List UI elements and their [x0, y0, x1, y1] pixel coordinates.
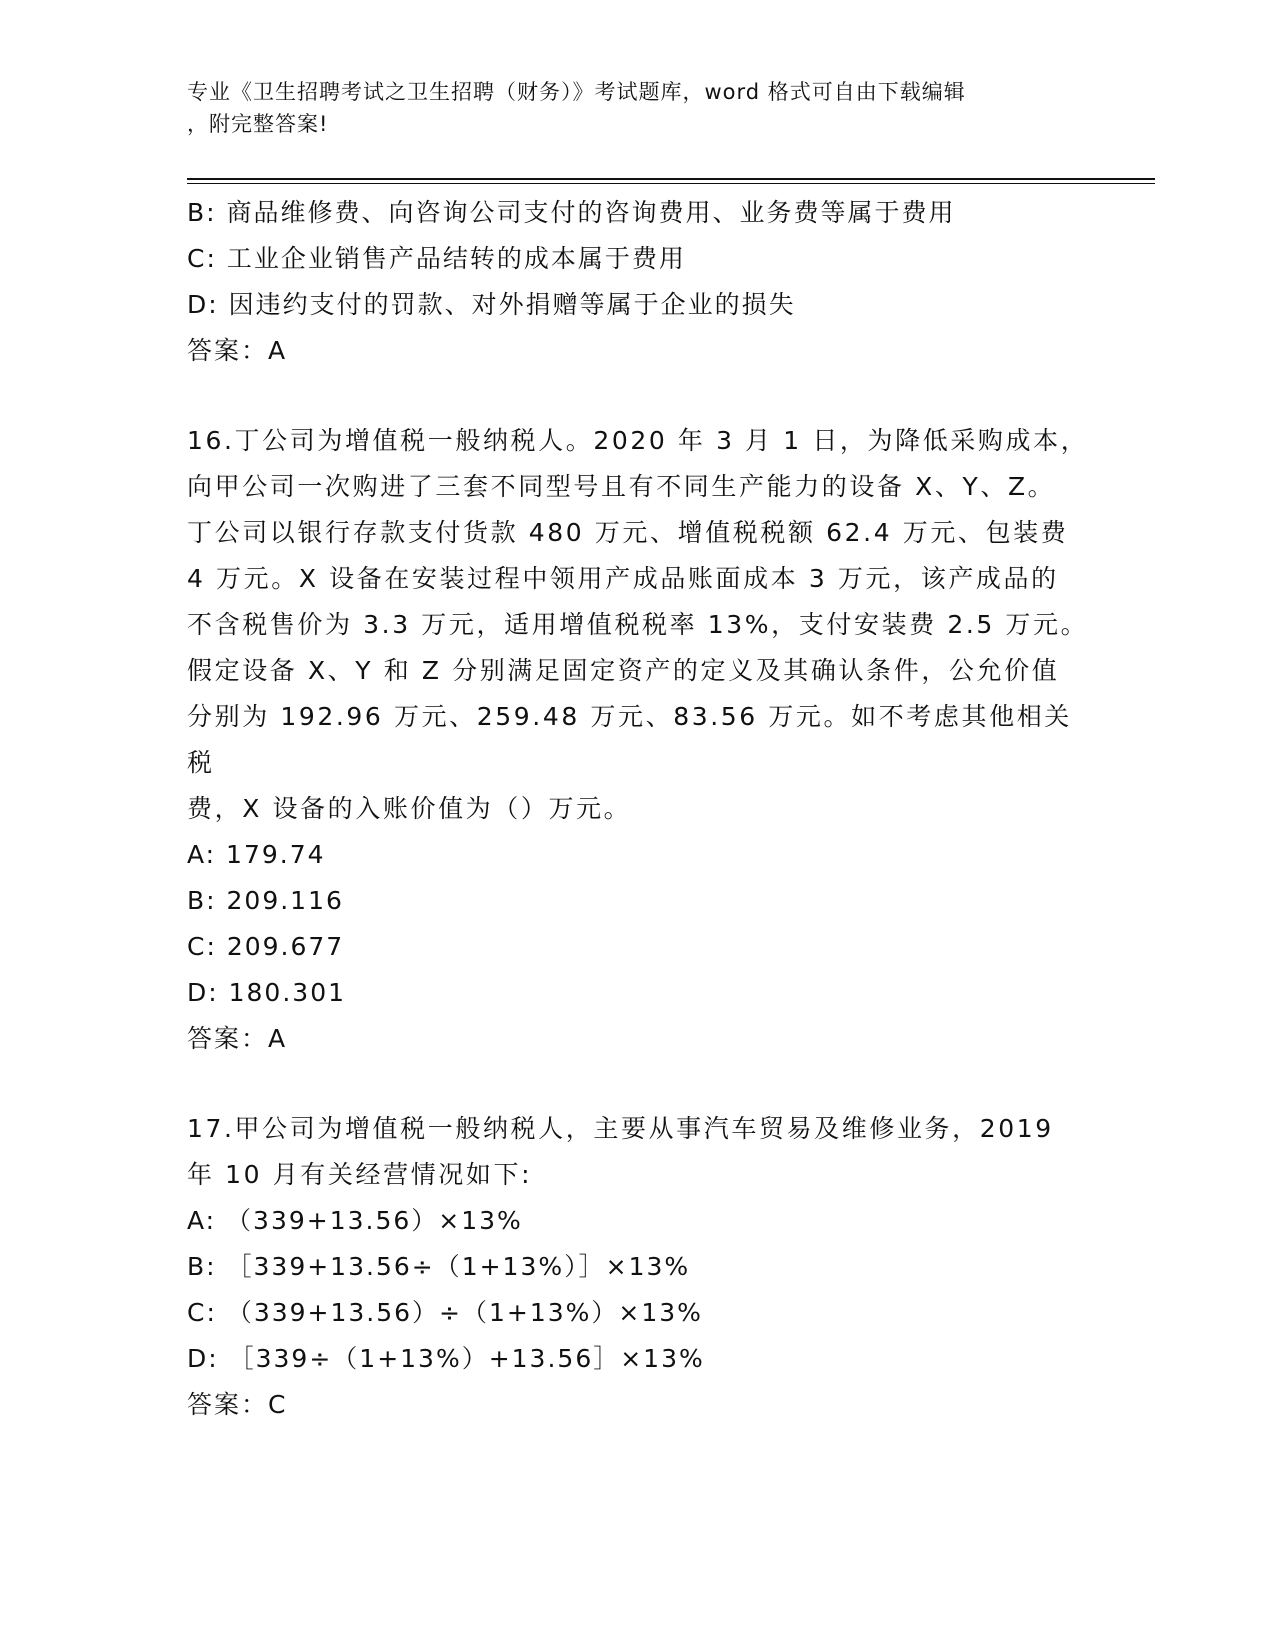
question-stem [187, 1106, 1092, 1198]
option-a: A: （339+13.56）×13% [187, 1206, 523, 1235]
spacer [187, 374, 1087, 418]
option-b: B: ［339+13.56÷（1+13%）］×13% [187, 1252, 691, 1281]
question-16 [187, 418, 1087, 1062]
header-line-2: ，附完整答案! [187, 112, 329, 136]
question-17 [187, 1106, 1087, 1428]
header-divider-thin [187, 183, 1155, 184]
answer-line: 答案：A [187, 1024, 288, 1053]
stem-line: 向甲公司一次购进了三套不同型号且有不同生产能力的设备 X、Y、Z。 [187, 472, 1056, 501]
option-a: A: 179.74 [187, 840, 326, 869]
option-c: C: （339+13.56）÷（1+13%）×13% [187, 1298, 703, 1327]
page-header [187, 76, 1087, 140]
stem-line: 分别为 192.96 万元、259.48 万元、83.56 万元。如不考虑其他相关税 [187, 702, 1072, 777]
stem-line: 不含税售价为 3.3 万元，适用增值税税率 13%，支付安装费 2.5 万元。 [187, 610, 1089, 639]
option-c: C: 209.677 [187, 932, 345, 961]
stem-line: 丁公司以银行存款支付货款 480 万元、增值税税额 62.4 万元、包装费 [187, 518, 1069, 547]
stem-line: 16.丁公司为增值税一般纳税人。2020 年 3 月 1 日，为降低采购成本， [187, 426, 1089, 455]
stem-line: 年 10 月有关经营情况如下: [187, 1160, 533, 1189]
stem-line: 费，X 设备的入账价值为（）万元。 [187, 794, 632, 823]
option-d: D: 180.301 [187, 978, 347, 1007]
stem-line: 假定设备 X、Y 和 Z 分别满足固定资产的定义及其确认条件，公允价值 [187, 656, 1060, 685]
stem-line: 17.甲公司为增值税一般纳税人，主要从事汽车贸易及维修业务，2019 [187, 1114, 1054, 1143]
question-list [187, 190, 1087, 1428]
stem-line: 4 万元。X 设备在安装过程中领用产成品账面成本 3 万元，该产成品的 [187, 564, 1059, 593]
option-d: D: ［339÷（1+13%）+13.56］×13% [187, 1344, 705, 1373]
question-15 [187, 190, 1087, 374]
header-divider-thick [187, 178, 1155, 180]
option-c: C: 工业企业销售产品结转的成本属于费用 [187, 244, 686, 273]
question-stem [187, 418, 1092, 832]
option-b: B: 209.116 [187, 886, 344, 915]
header-line-1: 专业《卫生招聘考试之卫生招聘（财务）》考试题库，word 格式可自由下载编辑 [187, 80, 966, 104]
spacer [187, 1062, 1087, 1106]
answer-line: 答案：A [187, 336, 288, 365]
option-d: D: 因违约支付的罚款、对外捐赠等属于企业的损失 [187, 290, 796, 319]
option-b: B: 商品维修费、向咨询公司支付的咨询费用、业务费等属于费用 [187, 198, 956, 227]
answer-line: 答案：C [187, 1390, 288, 1419]
